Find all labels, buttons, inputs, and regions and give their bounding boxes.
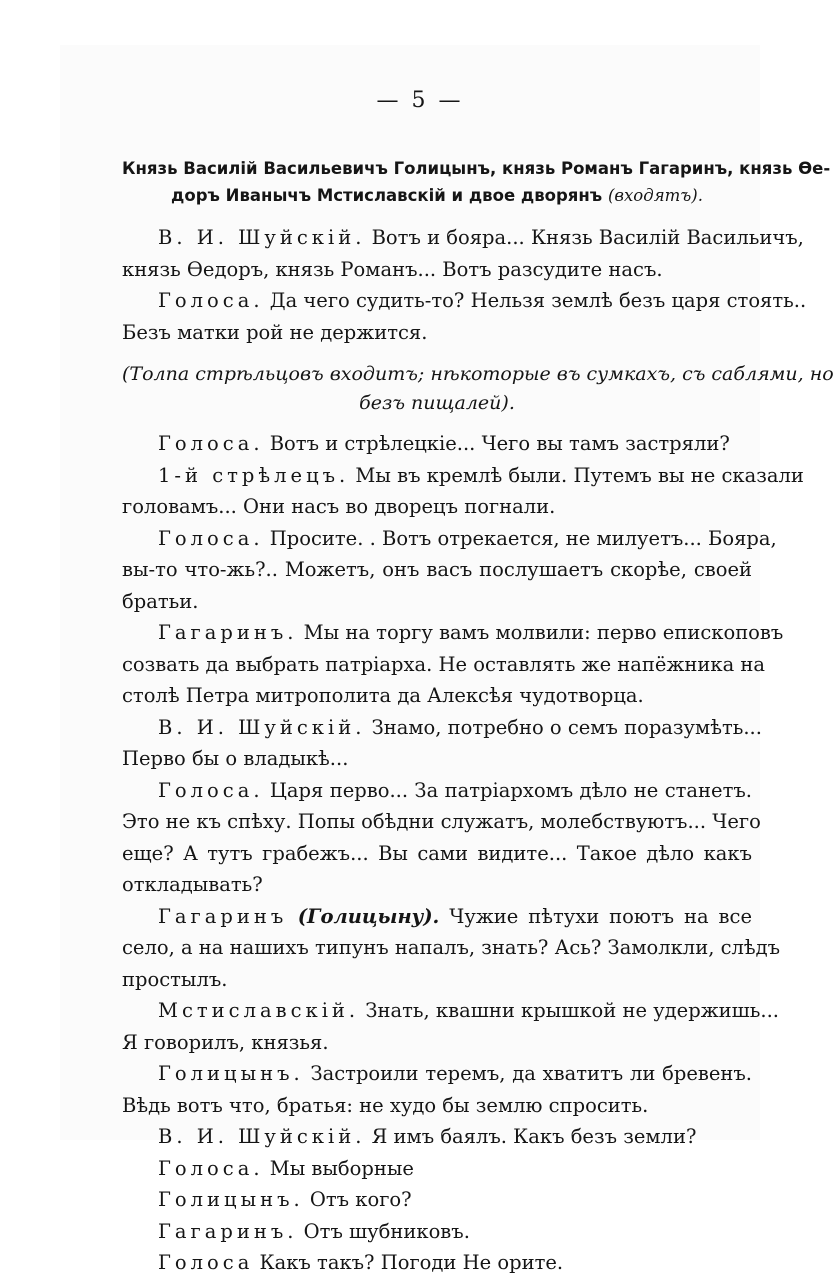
- speaker: Голоса.: [158, 1156, 264, 1180]
- speech-line: откладывать?: [122, 873, 263, 896]
- speech-text: Вотъ и стрѣлецкіе... Чего вы тамъ застряли?: [263, 432, 730, 455]
- speaker: Гагаринъ.: [158, 1219, 298, 1243]
- speech-text: Вотъ и бояра... Князь Василій Васильичъ,: [365, 226, 804, 249]
- speech-line: Безъ матки рой не держится.: [122, 320, 428, 344]
- speech-line: князь Ѳедоръ, князь Романъ... Вотъ разсудите насъ.: [122, 257, 663, 281]
- speech-line: Я говорилъ, князья.: [122, 1030, 329, 1054]
- speech-line: [122, 1184, 752, 1216]
- speech: [122, 712, 762, 775]
- speech: [122, 1153, 752, 1185]
- speaker: Голицынъ.: [158, 1062, 304, 1085]
- speech-text: Знать, квашни крышкой не удержишь...: [359, 999, 779, 1022]
- speech: [122, 1247, 752, 1279]
- speaker: Голоса: [158, 1251, 254, 1274]
- speech: [122, 460, 804, 523]
- speech-line: [122, 775, 752, 807]
- speech-text: Чужие пѣтухи поютъ на все: [439, 904, 752, 928]
- speech-line: простылъ.: [122, 967, 228, 991]
- speech-text: Я имъ баялъ. Какъ безъ земли?: [365, 1125, 697, 1148]
- speaker: Гагаринъ.: [158, 621, 298, 644]
- speech-text: Какъ такъ? Погоди Не орите.: [253, 1251, 564, 1274]
- speaker: 1-й стрѣлецъ.: [158, 463, 350, 487]
- speech-line: [122, 460, 804, 492]
- speech-text: Отъ шубниковъ.: [297, 1219, 470, 1243]
- speaker: В. И. Шуйскій.: [158, 1125, 366, 1148]
- speech-line: братьи.: [122, 589, 199, 613]
- stage-direction-line: безъ пищалей).: [359, 392, 515, 414]
- speech: [122, 901, 781, 996]
- speech-line: Перво бы о владыкѣ...: [122, 747, 349, 770]
- speech-line: [122, 1153, 752, 1185]
- speech-text: Мы въ кремлѣ были. Путемъ вы не сказали: [349, 463, 804, 487]
- speaker-direction: (Голицыну).: [287, 904, 440, 928]
- speech-line: созвать да выбрать патріарха. Не оставлять же напёжника на: [122, 652, 766, 676]
- speech-text: Мы на торгу вамъ молвили: перво епископовъ: [297, 621, 784, 644]
- speech-line: [122, 1121, 752, 1153]
- speech-line: [122, 617, 784, 649]
- speech: [122, 1121, 752, 1153]
- speech-line: [122, 222, 804, 254]
- speech: [122, 995, 779, 1058]
- speech-text: Царя перво... За патріархомъ дѣло не станетъ.: [263, 778, 752, 802]
- speech-line: село, а на нашихъ типунъ напалъ, знать? Ась? Замолкли, слѣдъ: [122, 936, 781, 959]
- speech-line: Это не къ спѣху. Попы обѣдни служатъ, молебствуютъ... Чего: [122, 810, 761, 833]
- speech-line: вы-то что-жь?.. Можетъ, онъ васъ послушаетъ скорѣе, своей: [122, 558, 752, 581]
- speech: [122, 1216, 752, 1248]
- speaker: Голоса.: [158, 289, 264, 312]
- speech-text: Просите. . Вотъ отрекается, не милуетъ... Бояра,: [263, 526, 777, 550]
- speech-line: [122, 1216, 752, 1248]
- stage-direction-line: (Толпа стрѣльцовъ входитъ; нѣкоторые въ сумкахъ, съ саблями, но: [122, 363, 834, 385]
- play-text: [122, 155, 834, 1279]
- speech: [122, 1058, 752, 1121]
- speech-line: [122, 285, 807, 317]
- page-number: — 5 —: [376, 88, 464, 113]
- speaker: Голоса.: [158, 778, 264, 802]
- stage-heading-line: [122, 182, 752, 209]
- speech: [122, 222, 804, 285]
- speech: [122, 523, 777, 618]
- speech-line: [122, 1058, 752, 1090]
- speaker: Мстиславскій.: [158, 999, 360, 1022]
- speaker: В. И. Шуйскій.: [158, 715, 366, 739]
- speech-text: Да чего судить-то? Нельзя землѣ безъ царя стоять..: [263, 289, 807, 312]
- stage-heading-line: Князь Василій Васильевичъ Голицынъ, князь Романъ Гагаринъ, князь Ѳе-: [122, 159, 831, 178]
- speech-line: [122, 523, 777, 555]
- speech-line: [122, 995, 779, 1027]
- speech-line: [122, 428, 752, 460]
- speaker: Голицынъ.: [158, 1188, 304, 1211]
- speech-line: столѣ Петра митрополита да Алексѣя чудотворца.: [122, 684, 644, 707]
- speaker: Голоса.: [158, 432, 264, 455]
- speech-line: [122, 1247, 752, 1279]
- speech-text: Застроили теремъ, да хватитъ ли бревенъ.: [303, 1062, 752, 1085]
- stage-heading-text: доръ Иванычъ Мстиславскій и двое дворянъ: [171, 186, 608, 205]
- speech: [122, 285, 807, 348]
- speech-line: [122, 901, 752, 933]
- speech-line: головамъ... Они насъ во дворецъ погнали.: [122, 495, 556, 518]
- speech-line: Вѣдь вотъ что, братья: не худо бы землю спросить.: [122, 1093, 649, 1117]
- speech: [122, 617, 784, 712]
- speech-text: Знамо, потребно о семъ поразумѣть...: [365, 715, 762, 739]
- speaker: Гагаринъ: [158, 904, 288, 928]
- stage-direction: [122, 360, 834, 418]
- speaker: Голоса.: [158, 526, 264, 550]
- speaker: В. И. Шуйскій.: [158, 226, 366, 249]
- speech-line: [122, 712, 762, 744]
- speech-text: Отъ кого?: [303, 1188, 412, 1211]
- speech: [122, 775, 761, 901]
- stage-heading-direction: (входятъ).: [607, 186, 703, 205]
- speech: [122, 428, 752, 460]
- speech-text: Мы выборные: [263, 1156, 414, 1180]
- speech: [122, 1184, 752, 1216]
- stage-heading: [122, 155, 831, 209]
- speech-line: еще? А тутъ грабежъ... Вы сами видите... Такое дѣло какъ: [122, 841, 752, 865]
